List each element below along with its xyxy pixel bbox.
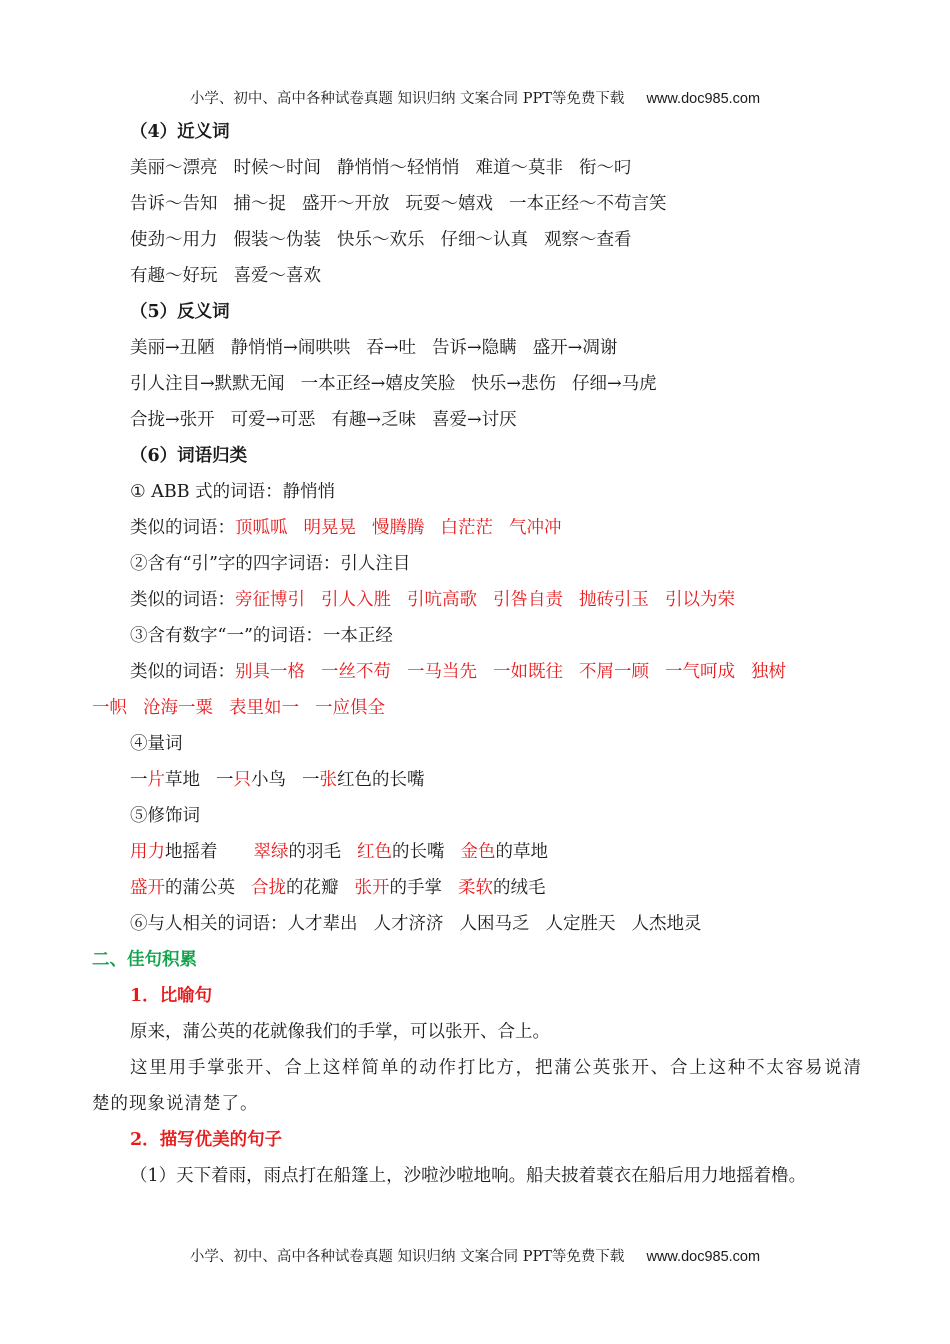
word-pair-line bbox=[92, 402, 862, 438]
phrase: 一片草地 bbox=[130, 770, 200, 790]
word-pair-line bbox=[92, 258, 862, 294]
similar-word: 白茫茫 bbox=[440, 518, 493, 538]
measure-words-title: ④量词 bbox=[130, 734, 183, 754]
header-text: 小学、初中、高中各种试卷真题 知识归纳 文案合同 PPT等免费下载 bbox=[189, 91, 625, 107]
similar-word: 一如既往 bbox=[493, 662, 563, 682]
subsection-beautiful-sentences bbox=[92, 1122, 862, 1158]
people-word: 人定胜天 bbox=[545, 914, 616, 934]
antonym-pair: 有趣→乏味 bbox=[331, 410, 417, 430]
similar-word: 顶呱呱 bbox=[235, 518, 288, 538]
header-url[interactable]: www.doc985.com bbox=[646, 91, 761, 107]
people-word: 人才济济 bbox=[373, 914, 444, 934]
subsection-title: 比喻句 bbox=[159, 986, 213, 1006]
beautiful-sentence-1: （1）天下着雨，雨点打在船篷上，沙啦沙啦地响。船夫披着蓑衣在船后用力地摇着橹。 bbox=[130, 1166, 807, 1186]
synonym-pair: 喜爱～喜欢 bbox=[233, 266, 321, 286]
antonym-pair: 可爱→可恶 bbox=[230, 410, 316, 430]
modifier-words-title: ⑤修饰词 bbox=[130, 806, 200, 826]
yi-similar-continued bbox=[92, 690, 862, 726]
phrase: 金色的草地 bbox=[460, 842, 548, 862]
modifier-words-line-1 bbox=[92, 834, 862, 870]
people-word: 人困马乏 bbox=[459, 914, 530, 934]
yi-words: ③含有数字“一”的词语：一本正经 bbox=[130, 626, 393, 646]
phrase: 一只小鸟 bbox=[216, 770, 286, 790]
synonym-pair: 观察～查看 bbox=[544, 230, 632, 250]
similar-word: 一帜 bbox=[92, 698, 127, 718]
phrase: 翠绿的羽毛 bbox=[253, 842, 341, 862]
word-pair-line bbox=[92, 330, 862, 366]
phrase: 一张红色的长嘴 bbox=[302, 770, 425, 790]
antonym-pair: 美丽→丑陋 bbox=[130, 338, 215, 358]
synonym-pair: 一本正经～不苟言笑 bbox=[509, 194, 667, 214]
synonym-pair: 难道～莫非 bbox=[475, 158, 563, 178]
similar-word: 沧海一粟 bbox=[143, 698, 213, 718]
measure-words bbox=[92, 762, 862, 798]
antonym-pair: 盛开→凋谢 bbox=[532, 338, 618, 358]
similar-word: 不屑一顾 bbox=[579, 662, 649, 682]
similar-word: 引咎自责 bbox=[493, 590, 563, 610]
synonym-pair: 捕～捉 bbox=[233, 194, 286, 214]
similar-word: 旁征博引 bbox=[235, 590, 305, 610]
word-pair-line bbox=[92, 150, 862, 186]
metaphor-explanation-1: 这里用手掌张开、合上这样简单的动作打比方，把蒲公英张开、合上这种不太容易说清 bbox=[130, 1058, 862, 1078]
synonym-pair: 使劲～用力 bbox=[130, 230, 218, 250]
footer-text: 小学、初中、高中各种试卷真题 知识归纳 文案合同 PPT等免费下载 bbox=[189, 1249, 625, 1265]
people-word: 人杰地灵 bbox=[631, 914, 702, 934]
similar-word: 抛砖引玉 bbox=[579, 590, 649, 610]
page-header bbox=[0, 87, 950, 108]
document-body bbox=[92, 114, 862, 1194]
abb-words: ① ABB 式的词语：静悄悄 bbox=[130, 482, 336, 502]
similar-label: 类似的词语： bbox=[130, 662, 235, 682]
phrase: 合拢的花瓣 bbox=[251, 878, 339, 898]
antonym-pair: 仔细→马虎 bbox=[572, 374, 657, 394]
antonym-pair: 引人注目→默默无闻 bbox=[130, 374, 285, 394]
synonym-pair: 仔细～认真 bbox=[440, 230, 528, 250]
word-pair-line bbox=[92, 366, 862, 402]
antonyms-list bbox=[92, 330, 862, 438]
subsection-number: 2． bbox=[130, 1130, 160, 1150]
antonyms-title: （5）反义词 bbox=[130, 302, 230, 322]
similar-word: 别具一格 bbox=[235, 662, 305, 682]
synonyms-title: （4）近义词 bbox=[130, 122, 230, 142]
word-pair-line bbox=[92, 222, 862, 258]
yi-similar bbox=[92, 654, 862, 690]
yin-similar bbox=[92, 582, 862, 618]
similar-label: 类似的词语： bbox=[130, 590, 235, 610]
antonym-pair: 静悄悄→闹哄哄 bbox=[230, 338, 351, 358]
antonym-pair: 快乐→悲伤 bbox=[471, 374, 557, 394]
synonym-pair: 快乐～欢乐 bbox=[337, 230, 425, 250]
page-footer bbox=[0, 1245, 950, 1266]
metaphor-explanation-2: 楚的现象说清楚了。 bbox=[92, 1094, 259, 1114]
synonym-pair: 时候～时间 bbox=[233, 158, 321, 178]
metaphor-sentence: 原来，蒲公英的花就像我们的手掌，可以张开、合上。 bbox=[130, 1022, 550, 1042]
similar-word: 独树 bbox=[751, 662, 786, 682]
modifier-words-line-2 bbox=[92, 870, 862, 906]
phrase: 张开的手掌 bbox=[354, 878, 442, 898]
phrase: 柔软的绒毛 bbox=[458, 878, 546, 898]
synonym-pair: 美丽～漂亮 bbox=[130, 158, 218, 178]
similar-word: 气冲冲 bbox=[509, 518, 562, 538]
people-words bbox=[92, 906, 862, 942]
footer-url[interactable]: www.doc985.com bbox=[646, 1249, 761, 1265]
synonym-pair: 有趣～好玩 bbox=[130, 266, 218, 286]
synonyms-list bbox=[92, 150, 862, 294]
people-word: 人才辈出 bbox=[287, 914, 358, 934]
phrase: 用力地摇着 bbox=[130, 842, 218, 862]
word-classification-title: （6）词语归类 bbox=[130, 446, 248, 466]
word-pair-line bbox=[92, 186, 862, 222]
similar-word: 一马当先 bbox=[407, 662, 477, 682]
similar-word: 明晃晃 bbox=[303, 518, 356, 538]
subsection-number: 1． bbox=[130, 986, 160, 1006]
subsection-metaphor bbox=[92, 978, 862, 1014]
similar-word: 一应俱全 bbox=[315, 698, 385, 718]
synonym-pair: 假装～伪装 bbox=[233, 230, 321, 250]
yin-words: ②含有“引”字的四字词语：引人注目 bbox=[130, 554, 411, 574]
synonym-pair: 静悄悄～轻悄悄 bbox=[337, 158, 460, 178]
abb-similar bbox=[92, 510, 862, 546]
similar-word: 一丝不苟 bbox=[321, 662, 391, 682]
people-label: ⑥与人相关的词语： bbox=[130, 914, 288, 934]
similar-word: 引人入胜 bbox=[321, 590, 391, 610]
section-title: 二、佳句积累 bbox=[92, 950, 197, 970]
synonym-pair: 衔～叼 bbox=[579, 158, 632, 178]
antonym-pair: 吞→吐 bbox=[366, 338, 417, 358]
similar-word: 引以为荣 bbox=[665, 590, 735, 610]
phrase: 盛开的蒲公英 bbox=[130, 878, 235, 898]
phrase: 红色的长嘴 bbox=[357, 842, 445, 862]
antonym-pair: 喜爱→讨厌 bbox=[432, 410, 517, 430]
similar-word: 引吭高歌 bbox=[407, 590, 477, 610]
antonym-pair: 告诉→隐瞒 bbox=[432, 338, 517, 358]
similar-word: 一气呵成 bbox=[665, 662, 735, 682]
synonym-pair: 玩耍～嬉戏 bbox=[405, 194, 493, 214]
synonym-pair: 盛开～开放 bbox=[302, 194, 390, 214]
antonym-pair: 合拢→张开 bbox=[130, 410, 215, 430]
similar-word: 表里如一 bbox=[229, 698, 299, 718]
synonym-pair: 告诉～告知 bbox=[130, 194, 218, 214]
subsection-title: 描写优美的句子 bbox=[159, 1130, 283, 1150]
similar-label: 类似的词语： bbox=[130, 518, 235, 538]
similar-word: 慢腾腾 bbox=[372, 518, 425, 538]
antonym-pair: 一本正经→嬉皮笑脸 bbox=[300, 374, 456, 394]
